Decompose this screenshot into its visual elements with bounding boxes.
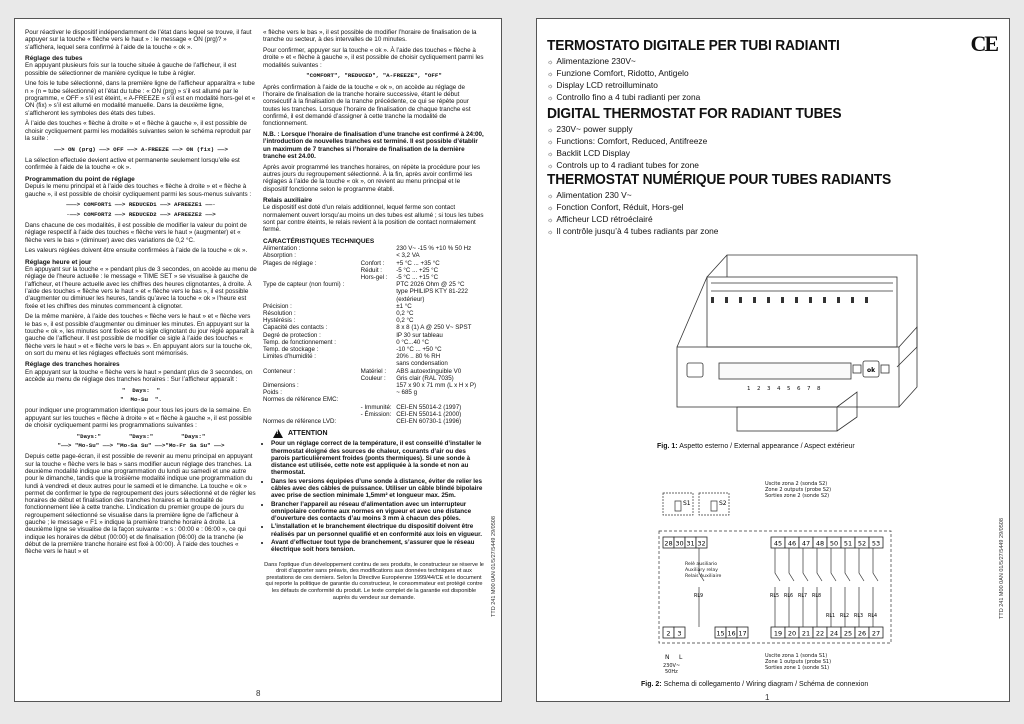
relay-contact — [789, 548, 794, 627]
spec-row — [263, 310, 485, 317]
terminal-number: 24 — [829, 629, 839, 638]
heading-prog: Programmation du point de réglage — [25, 175, 135, 183]
aux-caption-3: Relais Auxiliaire — [685, 574, 722, 579]
spec-cell — [361, 303, 397, 310]
attention-list — [263, 440, 485, 553]
spec-cell: Réduit : — [360, 266, 382, 274]
terminal-number: 22 — [815, 629, 825, 638]
feature-item: ☼ Alimentation 230 V~ — [547, 190, 987, 202]
spec-cell: 0,2 °C — [396, 317, 414, 325]
relay-contact — [699, 548, 704, 627]
spec-row — [263, 396, 485, 403]
spec-cell — [361, 418, 397, 425]
spec-cell: Confort : — [360, 259, 385, 267]
para-c2-2: Pour confirmer, appuyer sur la touche « ok ». À l’aide des touches « flèche à droite » et « flèche à gauche », il est possible de choisir cycliquement parmi les modalités suivantes : — [263, 47, 484, 69]
spec-cell — [361, 339, 397, 346]
spec-cell: Hors-gel : — [360, 273, 388, 281]
spec-cell: - Immunité: — [360, 403, 392, 411]
spec-cell: -5 °C ... +15 °C — [396, 273, 439, 281]
spec-cell: ABS autoextinguible V0 — [396, 367, 462, 375]
attention-heading — [273, 429, 485, 438]
spec-row — [263, 375, 485, 382]
terminal-number: 31 — [686, 539, 695, 548]
spec-cell: 157 x 90 x 71 mm (L x H x P) — [396, 381, 477, 389]
sequence-modes: "COMFORT", "REDUCED", "A-FREEZE", "OFF" — [306, 72, 442, 80]
top-caption-1: Uscite zona 2 (sonda S2) — [765, 481, 828, 487]
spec-cell — [361, 324, 397, 331]
relay-label: RL4 — [868, 614, 878, 619]
spec-row — [263, 418, 485, 425]
left-column-1 — [25, 29, 257, 559]
spec-cell: ±1 °C — [396, 302, 412, 310]
device-digit: 4 — [777, 386, 781, 392]
spec-cell — [361, 346, 397, 353]
spec-row — [263, 324, 485, 331]
spec-row — [263, 296, 485, 303]
spec-row — [263, 382, 485, 389]
terminal-number: 19 — [773, 629, 783, 638]
sequence-prog-b: ·——> COMFORT2 ——> REDUCED2 ——> AFREEZE2 ——> — [66, 210, 216, 218]
feature-item: ☼ Controls up to 4 radiant tubes for zone — [547, 160, 947, 172]
spec-cell: -10 °C ... +50 °C — [396, 345, 442, 353]
features-en — [547, 124, 947, 172]
spec-cell: Plages de réglage : — [263, 259, 317, 267]
fig1-caption — [657, 443, 855, 450]
spec-cell — [263, 375, 361, 382]
right-page — [536, 18, 1010, 702]
para-tubes-4: La sélection effectuée devient active et permanente seulement lorsqu’elle est confirmée à l’aide de la touche « ok ». — [25, 157, 240, 172]
wiring-diagram — [655, 477, 893, 673]
fig2-label: Fig. 2: — [641, 681, 662, 688]
spec-cell: type PHILIPS KTY 81-222 — [396, 288, 468, 296]
spec-cell — [361, 288, 397, 295]
spec-cell — [263, 404, 361, 411]
device-digit: 1 — [747, 386, 751, 392]
spec-cell: 8 x 8 (1) A @ 250 V~ SPST — [396, 324, 472, 332]
spec-cell — [263, 296, 361, 303]
spec-row — [263, 303, 485, 310]
spec-cell: Normes de référence EMC: — [263, 396, 339, 404]
relay-label: RL2 — [840, 614, 850, 619]
right-page-number: 1 — [765, 693, 770, 702]
spec-row — [263, 360, 485, 367]
terminal-number: 27 — [871, 629, 881, 638]
spec-cell: Gris clair (RAL 7035) — [396, 374, 454, 382]
spec-cell: Hystérésis : — [263, 317, 296, 325]
para-tubes-3: À l’aide des touches « flèche à droite » et « flèche à gauche », il est possible de choisir cycliquement parmi les modalités suivantes selon le schéma reproduit par la suite : — [25, 120, 251, 143]
spec-row — [263, 411, 485, 418]
spec-row — [263, 267, 485, 274]
top-caption-2: Zone 2 outputs (probe S2) — [765, 487, 832, 493]
spec-cell: Conteneur : — [263, 367, 296, 375]
power-voltage-label: 230V~ — [663, 663, 681, 669]
aux-caption-1: Relè ausiliario — [685, 562, 718, 567]
relay-label: RL8 — [812, 594, 822, 599]
spec-table — [263, 245, 485, 425]
relay-label: RL3 — [854, 614, 864, 619]
terminal-number: 26 — [857, 629, 867, 638]
spec-cell: Dimensions : — [263, 381, 299, 389]
spec-cell: +5 °C ... +35 °C — [396, 259, 440, 267]
spec-row — [263, 346, 485, 353]
device-digit: 2 — [757, 386, 761, 392]
attention-item: • Avant d’effectuer tout type de branchement, s’assurer que le réseau électrique soit hors tension. — [271, 539, 485, 554]
spec-cell — [361, 252, 397, 259]
title-it: TERMOSTATO DIGITALE PER TUBI RADIANTI — [547, 37, 840, 54]
para-prog-1: Depuis le menu principal et à l’aide des touches « flèche à droite » et « flèche à gauche », il est possible de choisir cycliquement parmi les sous-menus suivants : — [25, 183, 252, 198]
terminal-number: 3 — [677, 629, 682, 638]
para-c2-4: Après avoir programmé les tranches horaires, on répète la procédure pour les autres jours du regroupement sélectionné. À la fin, après avoir confirmé les réglages à l’aide de la touche « ok », on revient au menu principal et le dispositif fonctionne selon le programme établi. — [263, 163, 481, 193]
attention-item: • L’installation et le branchement électrique du dispositif doivent être réalisés par un personnel qualifié et en conformité aux lois en vigueur. — [271, 523, 485, 538]
spec-cell — [396, 396, 485, 403]
warning-icon — [273, 429, 283, 438]
spec-cell: Absorption : — [263, 252, 297, 260]
sequence-groups-a: "Days:" "Days:" "Days:" — [76, 432, 206, 440]
spec-cell: - Émission: — [360, 410, 392, 418]
spec-cell: IP 30 sur tableau — [396, 331, 443, 339]
heading-heure: Réglage heure et jour — [25, 258, 92, 266]
terminal-number: 17 — [738, 629, 747, 638]
spec-row — [263, 339, 485, 346]
attention-item: • Brancher l’appareil au réseau d’alimentation avec un interrupteur omnipolaire conforme aux normes en vigueur et avec une distance d’ouverture des contacts d’au moins 3 mm à chacun des pôles. — [271, 501, 485, 523]
feature-item: ☼ Il contrôle jusqu’à 4 tubes radiants par zone — [547, 226, 987, 238]
right-side-code: TTD 241 M00 0AN 01/5/27/5449 29/0508 — [999, 518, 1005, 619]
spec-cell: Temp. de stockage : — [263, 345, 319, 353]
spec-cell: Alimentation : — [263, 245, 301, 253]
fig1-label: Fig. 1: — [657, 443, 678, 450]
para-tubes-1: En appuyant plusieurs fois sur la touche située à gauche de l’afficheur, il est possible de sélectionner de manière cyclique le tube à régler. — [25, 62, 237, 77]
power-n-label: N — [665, 654, 670, 661]
title-fr: THERMOSTAT NUMÉRIQUE POUR TUBES RADIANTS — [547, 171, 892, 188]
sensor-s2-label: S2 — [719, 500, 727, 507]
spec-cell: 230 V~ -15 % +10 % 50 Hz — [396, 245, 472, 253]
spec-row — [263, 332, 485, 339]
fig1-text: Aspetto esterno / External appearance / Aspect extérieur — [679, 443, 855, 450]
para-tranches-3: Depuis cette page-écran, il est possible de revenir au menu principal en appuyant sur la touche « flèche vers le bas » sans modifier aucun réglage des tranches. La deuxième modalité indique une programmation du lundi au samedi et une autre pour le dimanche, tandis que la troisième modalité indique une programmation du lundi à vendredi et deux autres pour le samedi et le dimanche. La touche « ok » permet de confirmer le type de regroupement des jours sélectionné et de régler les horaires de début et finalisation des tranches horaires et la modalité de fonctionnement liée à cette tranche. L’indication du premier groupe de jours du regroupement sélectionné se visualise dans la première ligne de l’afficheur à gauche ; le message « F1 » indique la première tranche horaire à droite. La deuxième ligne se visualise de la façon suivante : « s : 00:00 e : 06:00 », ce qui indique les horaires de début (00:00) et de finalisation (06:00) de la tranche (ie début de la première tranche horaire est fixé à 00:00). À l’aide des touches « flèche vers le haut » et — [25, 453, 256, 556]
power-l-label: L — [679, 654, 683, 661]
spec-cell: Précision : — [263, 302, 292, 310]
sequence-groups-b: "——> "Mo-Su" ——> "Mo-Sa Su" ——>"Mo-Fr Sa Su" ——> — [57, 442, 225, 450]
spec-cell — [263, 288, 361, 295]
relay-label: RL1 — [826, 614, 836, 619]
title-block-en — [547, 105, 947, 172]
bottom-caption-2: Zone 1 outputs (probe S1) — [765, 659, 832, 665]
spec-cell: (extérieur) — [396, 295, 425, 303]
heading-spec: CARACTÉRISTIQUES TECHNIQUES — [263, 237, 375, 245]
spec-cell — [361, 245, 397, 252]
feature-item: ☼ Afficheur LCD rétroéclairé — [547, 214, 987, 226]
spec-row — [263, 245, 485, 252]
spec-cell: Matériel : — [360, 367, 387, 375]
para-c2-3: Après confirmation à l’aide de la touche « ok », on accède au réglage de l’horaire de finalisation de la tranche horaire successive, étant le début consécutif à la finalisation de la tranche précédente, ce qui se répète pour toutes les tranches. Lorsque l’horaire de finalisation de chaque tranche est confirmé, il est demandé d’assigner à cette tranche la modalité de fonctionnement. — [263, 83, 471, 128]
spec-cell — [361, 396, 397, 403]
spec-cell — [263, 267, 361, 274]
terminal-number: 30 — [675, 539, 684, 548]
feature-item: ☼ 230V~ power supply — [547, 124, 947, 136]
relay-label: RL7 — [798, 594, 808, 599]
top-caption-3: Sorties zone 2 (sonde S2) — [765, 493, 830, 499]
terminal-number: 45 — [773, 539, 783, 548]
spec-row — [263, 368, 485, 375]
spec-cell — [263, 411, 361, 418]
feature-item: ☼ Functions: Comfort, Reduced, Antifreeze — [547, 136, 947, 148]
spec-cell: -5 °C ... +25 °C — [396, 266, 439, 274]
spec-row — [263, 353, 485, 360]
terminal-number: 50 — [829, 539, 839, 548]
bottom-caption-3: Sorties zone 1 (sonde S1) — [765, 665, 830, 671]
relay-contact — [775, 548, 780, 627]
attention-title: ATTENTION — [288, 430, 328, 438]
spec-cell: 0,2 °C — [396, 309, 414, 317]
spec-cell: Capacité des contacts : — [263, 324, 328, 332]
features-it — [547, 56, 947, 104]
fig2-caption — [641, 681, 868, 688]
spec-cell: sans condensation — [396, 360, 448, 368]
spec-cell — [361, 389, 397, 396]
device-digit: 6 — [797, 386, 801, 392]
terminal-number: 53 — [871, 539, 881, 548]
spec-cell — [361, 317, 397, 324]
para-tranches-2: pour indiquer une programmation identique pour tous les jours de la semaine. En appuyant sur les touches « flèche à droite » et « flèche à gauche », il est possible de choisir cycliquement parmi les programmations suivantes : — [25, 407, 252, 429]
spec-row — [263, 252, 485, 259]
para-prog-3: Les valeurs réglées doivent être ensuite confirmées à l’aide de la touche « ok ». — [25, 247, 248, 255]
spec-cell: CEI-EN 55014-1 (2000) — [396, 410, 462, 418]
para-prog-2: Dans chacune de ces modalités, il est possible de modifier la valeur du point de réglage respectif à l’aide des touches « flèche vers le haut » (augmenter) et « flèche vers le bas » (diminuer) avec des variations de 0,2 °C. — [25, 221, 247, 244]
terminal-number: 48 — [815, 539, 825, 548]
sensor-s1-label: S1 — [683, 500, 691, 507]
sequence-tubes: ——> ON (prg) ——> OFF ——> A-FREEZE ——> ON (fix) ——> — [54, 145, 228, 153]
left-column-2 — [263, 29, 485, 601]
spec-cell: < 3,2 VA — [396, 252, 420, 260]
para-heure-2: De la même manière, à l’aide des touches « flèche vers le haut » et « flèche vers le bas », il est possible d’augmenter ou diminuer les minutes. En appuyant sur la touche « ok », les minutes sont fixées et le sigle clignotant du jour réglé apparaît à gauche de l’afficheur. Il est possible de modifier ce sigle à l’aide des touches « flèche vers le haut » et « flèche vers le bas ». En appuyant alors sur la touche ok, on sort du menu et les réglages effectués sont mémorisés. — [25, 313, 254, 357]
spec-cell: 0 °C...40 °C — [396, 338, 429, 346]
terminal-number: 51 — [843, 539, 853, 548]
bottom-caption-1: Uscite zona 1 (sonda S1) — [765, 653, 828, 659]
terminal-number: 46 — [787, 539, 797, 548]
spec-cell — [361, 353, 397, 360]
ce-mark: CE — [970, 31, 997, 56]
spec-row — [263, 274, 485, 281]
terminal-number: 25 — [843, 629, 853, 638]
title-en: DIGITAL THERMOSTAT FOR RADIANT TUBES — [547, 105, 842, 122]
para-nb: N.B. : Lorsque l’horaire de finalisation d’une tranche est confirmé à 24:00, l’introduction de nouvelles tranches est terminé. Il est possible d’établir un maximum de 7 tranches si l’horaire de finalisation de la dernière tranche est 24.00. — [263, 131, 484, 160]
terminal-number: 32 — [697, 539, 706, 548]
relay-label: RL9 — [694, 594, 704, 599]
spec-cell: PTC 2026 Ohm @ 25 °C — [396, 281, 465, 289]
spec-cell: Résolution : — [263, 309, 296, 317]
spec-row — [263, 389, 485, 396]
spec-cell — [361, 360, 397, 367]
feature-item: ☼ Fonction Confort, Réduit, Hors-gel — [547, 202, 987, 214]
terminal-number: 20 — [787, 629, 797, 638]
left-side-code: TTD 241 M00 0AN 01/5/27/5449 29/0508 — [491, 516, 497, 617]
spec-row — [263, 317, 485, 324]
attention-item: • Dans les versions équipées d’une sonde à distance, éviter de relier les câbles avec des câbles de puissance. Utiliser un câble blindé bipolaire avec prise de section minimale 1,5mm² et longueur max. 25m. — [271, 478, 485, 500]
sequence-days-a: " Days: " — [121, 386, 161, 394]
para-relais: Le dispositif est doté d’un relais additionnel, lequel ferme son contact normalement ouvert lorsqu’au moins un des tubes est allumé ; si tous les tubes sont par contre éteints, le relais revient à la position de contact normalement fermé. — [263, 204, 484, 234]
spec-cell: Limites d’humidité : — [263, 353, 316, 361]
terminal-number: 15 — [716, 629, 725, 638]
para-intro: Pour réactiver le dispositif indépendamment de l’état dans lequel se trouve, il faut appuyer sur la touche « flèche vers le haut » : le message « ON (prg)? » s’affichera, lequel sera confirmé à l’aide de la touche « ok ». — [25, 29, 252, 51]
spec-row — [263, 281, 485, 288]
spec-cell: Temp. de fonctionnement : — [263, 338, 336, 346]
spec-cell — [263, 274, 361, 281]
spec-cell: Poids : — [263, 389, 282, 397]
spec-cell: ~ 685 g — [396, 389, 418, 397]
footnote: Dans l’optique d’un développement continu de ses produits, le constructeur se réserve le droit d’apporter sans préavis, des modifications aux données techniques et aux prestations de ces derniers. Selon la Directive Européenne 1999/44/CE et le document qui reporte la politique de garantie du constructeur, le consommateur est protégé contre les défauts de conformité du produit. Le texte complet de la garantie est disponible auprès du vendeur sur demande. — [264, 561, 484, 601]
heading-tranches: Réglage des tranches horaires — [25, 361, 120, 369]
device-digit: 3 — [767, 386, 771, 392]
attention-item: • Pour un réglage correct de la température, il est conseillé d’installer le thermostat éloigné des sources de chaleur, courants d’air ou des parois particulièrement froides (ponts thermiques). Si une sonde à distance est utilisée, cette note est appliquée à la sonde et non au thermostat. — [271, 440, 485, 476]
device-ok-label: ok — [867, 367, 876, 374]
spec-row — [263, 404, 485, 411]
device-digit: 7 — [807, 386, 811, 392]
spec-cell — [263, 360, 361, 367]
feature-item: ☼ Backlit LCD Display — [547, 148, 947, 160]
terminal-number: 47 — [801, 539, 811, 548]
feature-item: ☼ Alimentazione 230V~ — [547, 56, 947, 68]
relay-label: RL5 — [770, 594, 780, 599]
title-block-it — [547, 37, 947, 104]
spec-cell: Degré de protection : — [263, 331, 321, 339]
spec-cell — [361, 382, 397, 389]
spec-cell — [361, 332, 397, 339]
spec-cell: CEI-EN 55014-2 (1997) — [396, 403, 462, 411]
spec-cell: 20% .. 80 % RH — [396, 353, 441, 361]
para-tubes-2: Une fois le tube sélectionné, dans la première ligne de l’afficheur apparaîtra « tube n » (n = tube sélectionné) et l’état du tube : « ON (prg) » s’il est allumé par le programme, « OFF » s’il est éteint, « A-FREEZE » s’il est en modalité hors-gel et « ON (fix) » s’il est allumé en modalité manuelle. Dans la deuxième ligne, s’afficheront les symboles des états des tubes. — [25, 80, 256, 117]
sequence-prog-a: ———> COMFORT1 ——> REDUCED1 ——> AFREEZE1 ——· — [66, 201, 216, 209]
spec-cell: Normes de référence LVD: — [263, 418, 337, 425]
spec-cell: Type de capteur (non fourni) : — [263, 281, 345, 289]
fig2-text: Schema di collegamento / Wiring diagram / Schéma de connexion — [663, 681, 869, 688]
device-digit: 5 — [787, 386, 791, 392]
features-fr — [547, 190, 987, 238]
terminal-number: 16 — [727, 629, 736, 638]
heading-tubes: Réglage des tubes — [25, 54, 83, 62]
spec-cell: CEI-EN 60730-1 (1996) — [396, 418, 462, 425]
para-heure-1: En appuyant sur la touche « » pendant plus de 3 secondes, on accède au menu de réglage de l’heure actuelle : le message « TIME SET » se visualise à gauche de l’afficheur, et l’heure actuelle avec les chiffres des heures clignotantes, à droite. À l’aide des touches « flèche vers le haut » et « flèche vers le bas », il est possible d’augmenter ou diminuer les heures, tandis qu’avec la touche « ok » l’heure est fixée et les chiffres des minutes commencent à clignoter. — [25, 266, 257, 310]
feature-item: ☼ Display LCD retroilluminato — [547, 80, 947, 92]
spec-cell — [361, 281, 397, 288]
sequence-days-b: " Mo-Su ". — [120, 396, 162, 404]
spec-row — [263, 260, 485, 267]
spec-cell: Couleur : — [360, 374, 386, 382]
relay-contact — [803, 548, 808, 627]
terminal-number: 21 — [801, 629, 811, 638]
terminal-number: 28 — [664, 539, 673, 548]
power-hz-label: 50Hz — [665, 669, 678, 673]
spec-cell — [361, 310, 397, 317]
para-c2-1: « flèche vers le bas », il est possible de modifier l’horaire de finalisation de la tranche ou secteur, à des intervalles de 10 minutes. — [263, 29, 477, 44]
device-digit: 8 — [817, 386, 821, 392]
feature-item: ☼ Controllo fino a 4 tubi radianti per zona — [547, 92, 947, 104]
title-block-fr — [547, 171, 987, 238]
relay-contact — [817, 548, 822, 627]
para-tranches-1: En appuyant sur la touche « flèche vers le haut » pendant plus de 3 secondes, on accède au menu de réglage des tranches horaires : Sur l’afficheur apparaît : — [25, 368, 253, 383]
aux-caption-2: Auxiliary relay — [685, 568, 718, 573]
terminal-number: 2 — [666, 629, 671, 638]
spec-row — [263, 288, 485, 295]
terminal-number: 52 — [857, 539, 867, 548]
heading-relais: Relais auxiliaire — [263, 196, 313, 204]
relay-label: RL6 — [784, 594, 794, 599]
left-page — [14, 18, 502, 702]
left-page-number: 8 — [256, 689, 261, 698]
feature-item: ☼ Funzione Comfort, Ridotto, Antigelo — [547, 68, 947, 80]
device-illustration — [667, 247, 937, 437]
spec-cell — [361, 296, 397, 303]
